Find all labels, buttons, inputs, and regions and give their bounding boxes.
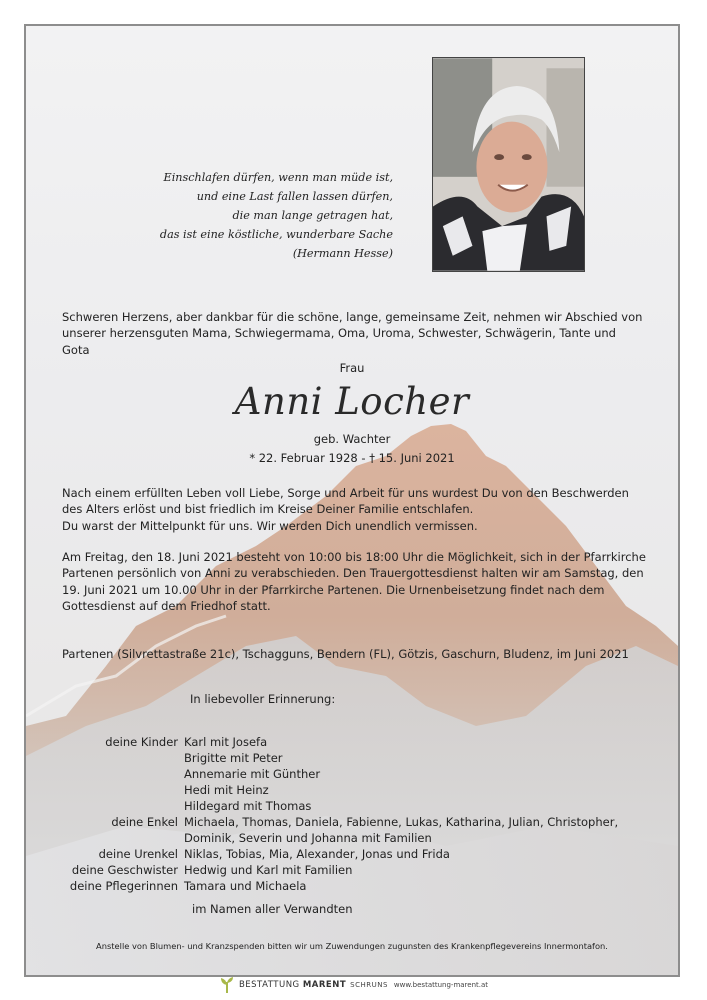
- mourner-names: [184, 846, 634, 862]
- life-dates: * 22. Februar 1928 - † 15. Juni 2021: [249, 451, 455, 465]
- mourner-names: [184, 814, 634, 846]
- mourners-list: [26, 734, 678, 894]
- mourner-names: [184, 878, 634, 894]
- brand-marent: MARENT: [302, 980, 347, 990]
- deceased-name: Anni Locher: [234, 380, 470, 423]
- mourner-group: [26, 846, 678, 862]
- quote-line: die man lange getragen hat,: [232, 209, 393, 222]
- mourner-name: Hedi mit Heinz: [184, 783, 269, 797]
- mourner-name: Hildegard mit Thomas: [184, 799, 312, 813]
- paragraph-life-line: Du warst der Mittelpunkt für uns. Wir werden Dich unendlich vermissen.: [62, 518, 478, 533]
- mourner-name: Annemarie mit Günther: [184, 767, 321, 781]
- donation-note: Anstelle von Blumen- und Kranzspenden bitten wir um Zuwendungen zugunsten des Krankenpflegevereins Innermontafon.: [96, 941, 608, 951]
- obituary-card: [24, 24, 680, 977]
- places-line: Partenen (Silvrettastraße 21c), Tschagguns, Bendern (FL), Götzis, Gaschurn, Bludenz, im Juni 2021: [62, 647, 629, 661]
- paragraph-life-line: Nach einem erfüllten Leben voll Liebe, Sorge und Arbeit für uns wurdest Du von den Beschwerden des Alters erlöst und bist friedlich im Kreise Deiner Familie entschlafen.: [62, 486, 629, 517]
- portrait-image: [433, 58, 584, 271]
- mourner-name: Karl mit Josefa: [184, 735, 268, 749]
- paragraph-service: Am Freitag, den 18. Juni 2021 besteht von 10:00 bis 18:00 Uhr die Möglichkeit, sich in der Pfarrkirche Partenen persönlich von Anni zu verabschieden. Den Trauergottesdienst halten wir am Samstag, den 19. Juni 2021 um 10.00 Uhr in der Pfarrkirche Partenen. Die Urnenbeisetzung findet nach dem Gottesdienst auf dem Friedhof statt.: [62, 550, 646, 613]
- mourner-name: Hedwig und Karl mit Familien: [184, 863, 353, 877]
- mourner-name: Brigitte mit Peter: [184, 751, 283, 765]
- paragraph-life: [62, 485, 646, 534]
- mourner-relation: deine Pflegerinnen: [69, 879, 178, 893]
- website-link[interactable]: www.bestattung-marent.at: [393, 981, 489, 989]
- mourner-names: [184, 734, 634, 814]
- memory-heading: In liebevoller Erinnerung:: [190, 692, 336, 706]
- title-label: Frau: [339, 361, 365, 375]
- funeral-home-footer: [0, 974, 707, 996]
- intro-text: Schweren Herzens, aber dankbar für die schöne, lange, gemeinsame Zeit, nehmen wir Abschied von unserer herzensguten Mama, Schwiegermama, Oma, Uroma, Schwester, Schwägerin, Tante und Gota: [62, 310, 643, 357]
- mourner-name: Michaela, Thomas, Daniela, Fabienne, Lukas, Katharina, Julian, Christopher,: [184, 815, 619, 829]
- mourner-name: Tamara und Michaela: [184, 879, 307, 893]
- mourner-group: [26, 734, 678, 814]
- mourner-names: [184, 862, 634, 878]
- quote-author: (Hermann Hesse): [292, 247, 393, 260]
- mourner-group: [26, 862, 678, 878]
- portrait-photo: [432, 57, 585, 272]
- maiden-name: geb. Wachter: [313, 432, 391, 446]
- leaf-logo-icon: [219, 976, 235, 994]
- closing-line: im Namen aller Verwandten: [192, 902, 353, 916]
- mourner-relation: deine Enkel: [111, 815, 178, 829]
- mourner-group: [26, 814, 678, 846]
- quote-line: das ist eine köstliche, wunderbare Sache: [159, 228, 393, 241]
- mourner-relation: deine Kinder: [105, 735, 178, 749]
- quote-line: und eine Last fallen lassen dürfen,: [196, 190, 393, 203]
- mourner-name: Niklas, Tobias, Mia, Alexander, Jonas und Frida: [184, 847, 450, 861]
- quote-line: Einschlafen dürfen, wenn man müde ist,: [163, 171, 393, 184]
- mourner-group: [26, 878, 678, 894]
- mourner-relation: deine Geschwister: [71, 863, 178, 877]
- mourner-relation: deine Urenkel: [98, 847, 178, 861]
- brand-prefix: BESTATTUNG: [238, 980, 300, 990]
- brand-name: [239, 980, 346, 990]
- brand-city: SCHRUNS: [350, 981, 388, 989]
- hesse-quote: [113, 168, 393, 263]
- mourner-name: Dominik, Severin und Johanna mit Familien: [184, 831, 432, 845]
